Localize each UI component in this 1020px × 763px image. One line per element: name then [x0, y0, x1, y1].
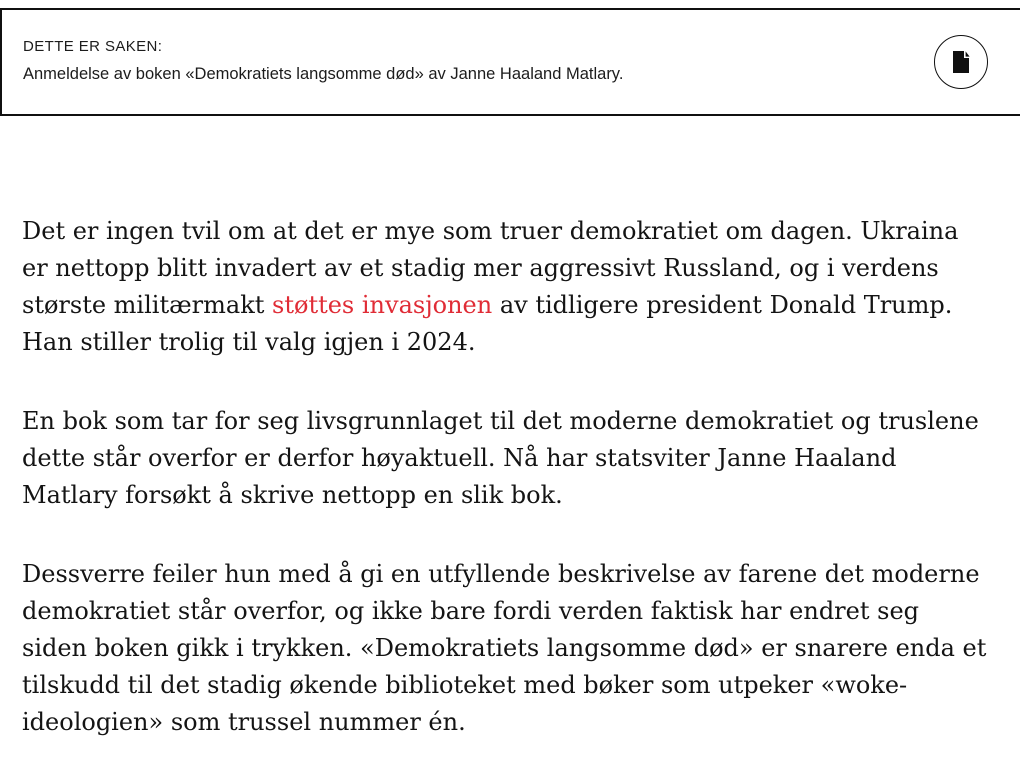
- paragraph-2: En bok som tar for seg livsgrunnlaget til det moderne demokratiet og truslene dette står overfor er derfor høyaktuell. Nå har statsviter Janne Haaland Matlary forsøkt å skrive nettopp en slik bok.: [22, 407, 979, 509]
- document-button[interactable]: [934, 35, 988, 89]
- paragraph-1-text-after: av tidligere president Donald Trump. Han stiller trolig til valg igjen i 2024.: [22, 291, 953, 356]
- paragraph-1: [22, 213, 990, 361]
- fact-box-label: DETTE ER SAKEN:: [23, 38, 163, 56]
- document-icon: [950, 50, 972, 74]
- article-body: [22, 213, 990, 741]
- paragraph-3: Dessverre feiler hun med å gi en utfyllende beskrivelse av farene det moderne demokratiet står overfor, og ikke bare fordi verden faktisk har endret seg siden boken gikk i trykken. «Demokratiets langsomme død» er snarere enda et tilskudd til det stadig økende biblioteket med bøker som utpeker «woke-ideologien» som trussel nummer én.: [22, 560, 987, 736]
- fact-box-text: [23, 38, 623, 85]
- paragraph-1-text-before: Det er ingen tvil om at det er mye som truer demokratiet om dagen. Ukraina er nettopp blitt invadert av et stadig mer aggressivt Russland, og i verdens største militærmakt: [22, 217, 959, 319]
- inline-link-stottes-invasjonen[interactable]: støttes invasjonen: [272, 291, 493, 319]
- fact-box: [0, 8, 1020, 116]
- fact-box-description: Anmeldelse av boken «Demokratiets langsomme død» av Janne Haaland Matlary.: [23, 65, 624, 84]
